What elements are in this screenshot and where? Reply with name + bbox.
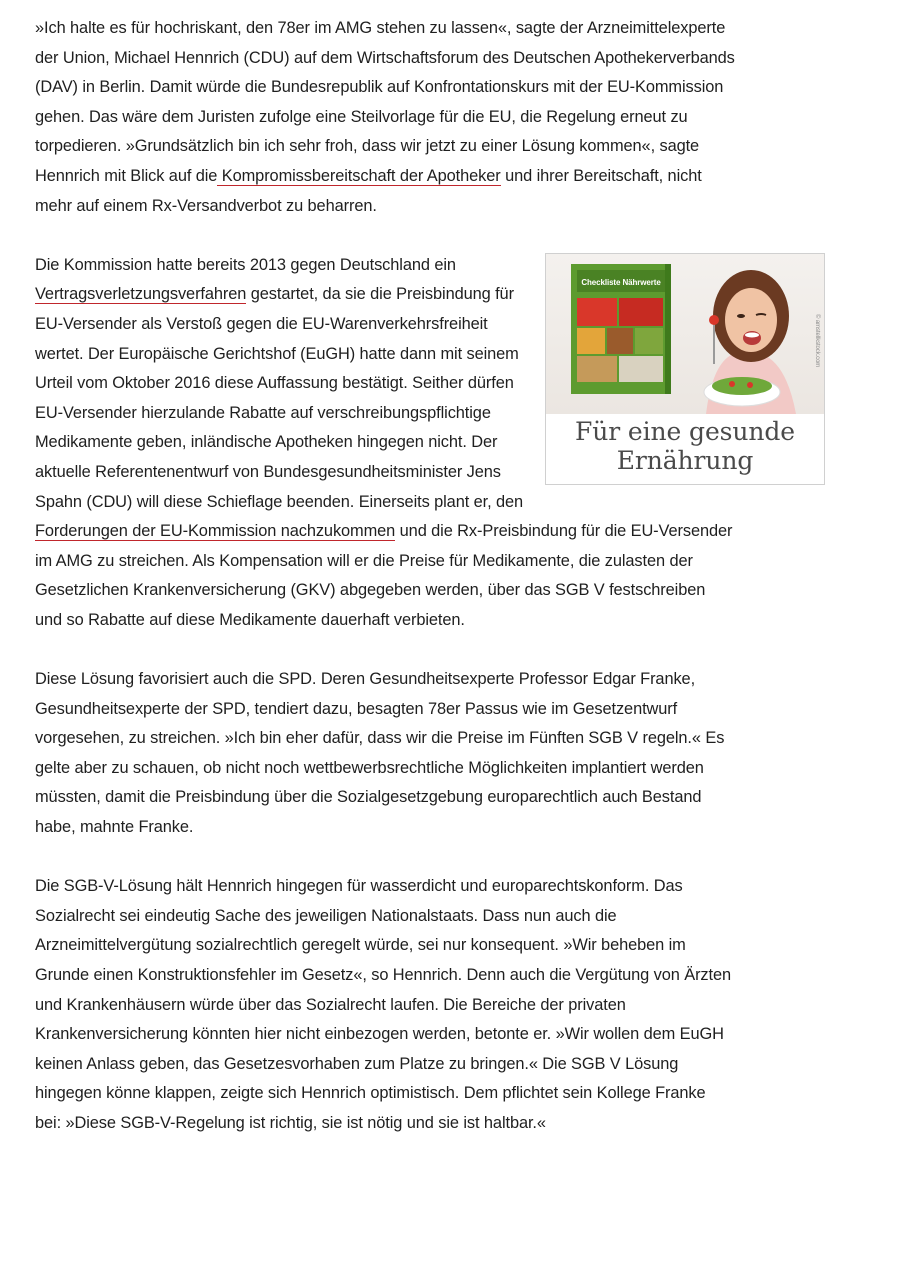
paragraph-4: Die SGB-V-Lösung hält Hennrich hingegen für wasserdicht und europarechtskonform. Das Sozialrecht sei eindeutig Sache des jeweiligen Nationalstaats. Dass nun auch die Arzneimittelvergütung sozialrechtlich geregelt würde, sei nur konsequent. »Wir beheben im Grunde einen Konstruktionsfehler im Gesetz«, so Hennrich. Denn auch die Vergütung von Ärzten und Krankenhäusern würde über das Sozialrecht laufen. Die Bereiche der privaten Krankenversicherung könnten hier nicht einbezogen werden, betonte er. »Wir wollen dem EuGH keinen Anlass geben, das Gesetzesvorhaben zum Platze zu bringen.« Die SGB V Lösung hingegen könne klappen, zeigte sich Hennrich optimistisch. Dem pflichtet sein Kollege Franke bei: »Diese SGB-V-Regelung ist richtig, sie ist nötig und sie ist haltbar.« [35,877,732,1132]
ad-caption [546,417,824,475]
paragraph-1-text-end: und ihrer Bereitschaft, nicht mehr auf einem Rx-Versandverbot zu beharren. [35,166,702,215]
ad-photo-credit: © amstellkstock.com [814,313,820,367]
paragraph-2 [35,251,820,636]
ad-caption-line-2: Ernährung [616,445,754,475]
link-kompromissbereitschaft[interactable]: Kompromissbereitschaft der Apotheker [217,166,501,185]
link-forderungen-eu-kommission[interactable]: Forderungen der EU-Kommission nachzukommen [35,522,396,541]
paragraph-2-text-end: und die Rx-Preisbindung für die EU-Versender im AMG zu streichen. Als Kompensation will er die Preise für Medikamente, die zulasten der Gesetzlichen Krankenversicherung (GKV) abgegeben werden, über das SGB V festschreiben und so Rabatte auf diese Medikamente dauerhaft verbieten. [35,522,733,629]
paragraph-2-text: Die Kommission hatte bereits 2013 gegen Deutschland ein [35,255,456,274]
paragraph-1-text: »Ich halte es für hochriskant, den 78er im AMG stehen zu lassen«, sagte der Arzneimittelexperte der Union, Michael Hennrich (CDU) auf dem Wirtschaftsforum des Deutschen Apothekerverbands (DAV) in Berlin. Damit würde die Bundesrepublik auf Konfrontationskurs mit der EU-Kommission gehen. Das wäre dem Juristen zufolge eine Steilvorlage für die EU, die Regelung erneut zu torpedieren. »Grundsätzlich bin ich sehr froh, dass wir jetzt zu einer Lösung kommen«, sagte Hennrich mit Blick auf die [35,19,735,185]
ad-illustration [546,254,824,414]
ad-photo [546,254,824,414]
ad-caption-line-1: Für eine gesunde [574,416,795,446]
paragraph-2-text-middle: gestartet, da sie die Preisbindung für EU-Versender als Verstoß gegen die EU-Warenverkehrsfreiheit wertet. Der Europäische Gerichtshof (EuGH) hatte dann mit seinem Urteil vom Oktober 2016 diese Auffassung bestätigt. Seither dürfen EU-Versender hierzulande Rabatte auf verschreibungspflichtige Medikamente geben, inländische Apotheken hingegen nicht. Der aktuelle Referentenentwurf von Bundesgesundheitsminister Jens Spahn (CDU) will diese Schieflage beenden. Einerseits plant er, den [35,285,524,511]
paragraph-3: Diese Lösung favorisiert auch die SPD. Deren Gesundheitsexperte Professor Edgar Franke, Gesundheitsexperte der SPD, tendiert dazu, besagten 78er Passus wie im Gesetzentwurf vorgesehen, zu streichen. »Ich bin eher dafür, dass wir die Preise im Fünften SGB V regeln.« Es gelte aber zu schauen, ob nicht noch wettbewerbsrechtliche Möglichkeiten implantiert werden müssten, damit die Preisbindung über die Sozialgesetzgebung europarechtlich auch Bestand habe, mahnte Franke. [35,670,725,837]
advertisement-banner[interactable] [545,253,825,485]
ad-book-title: Checkliste Nährwerte [581,277,661,287]
article-body [35,14,820,1168]
book-cover-icon [571,264,671,394]
paragraph-1 [35,14,735,221]
woman-photo-icon [704,270,796,414]
link-vertragsverletzungsverfahren[interactable]: Vertragsverletzungsverfahren [35,285,247,304]
